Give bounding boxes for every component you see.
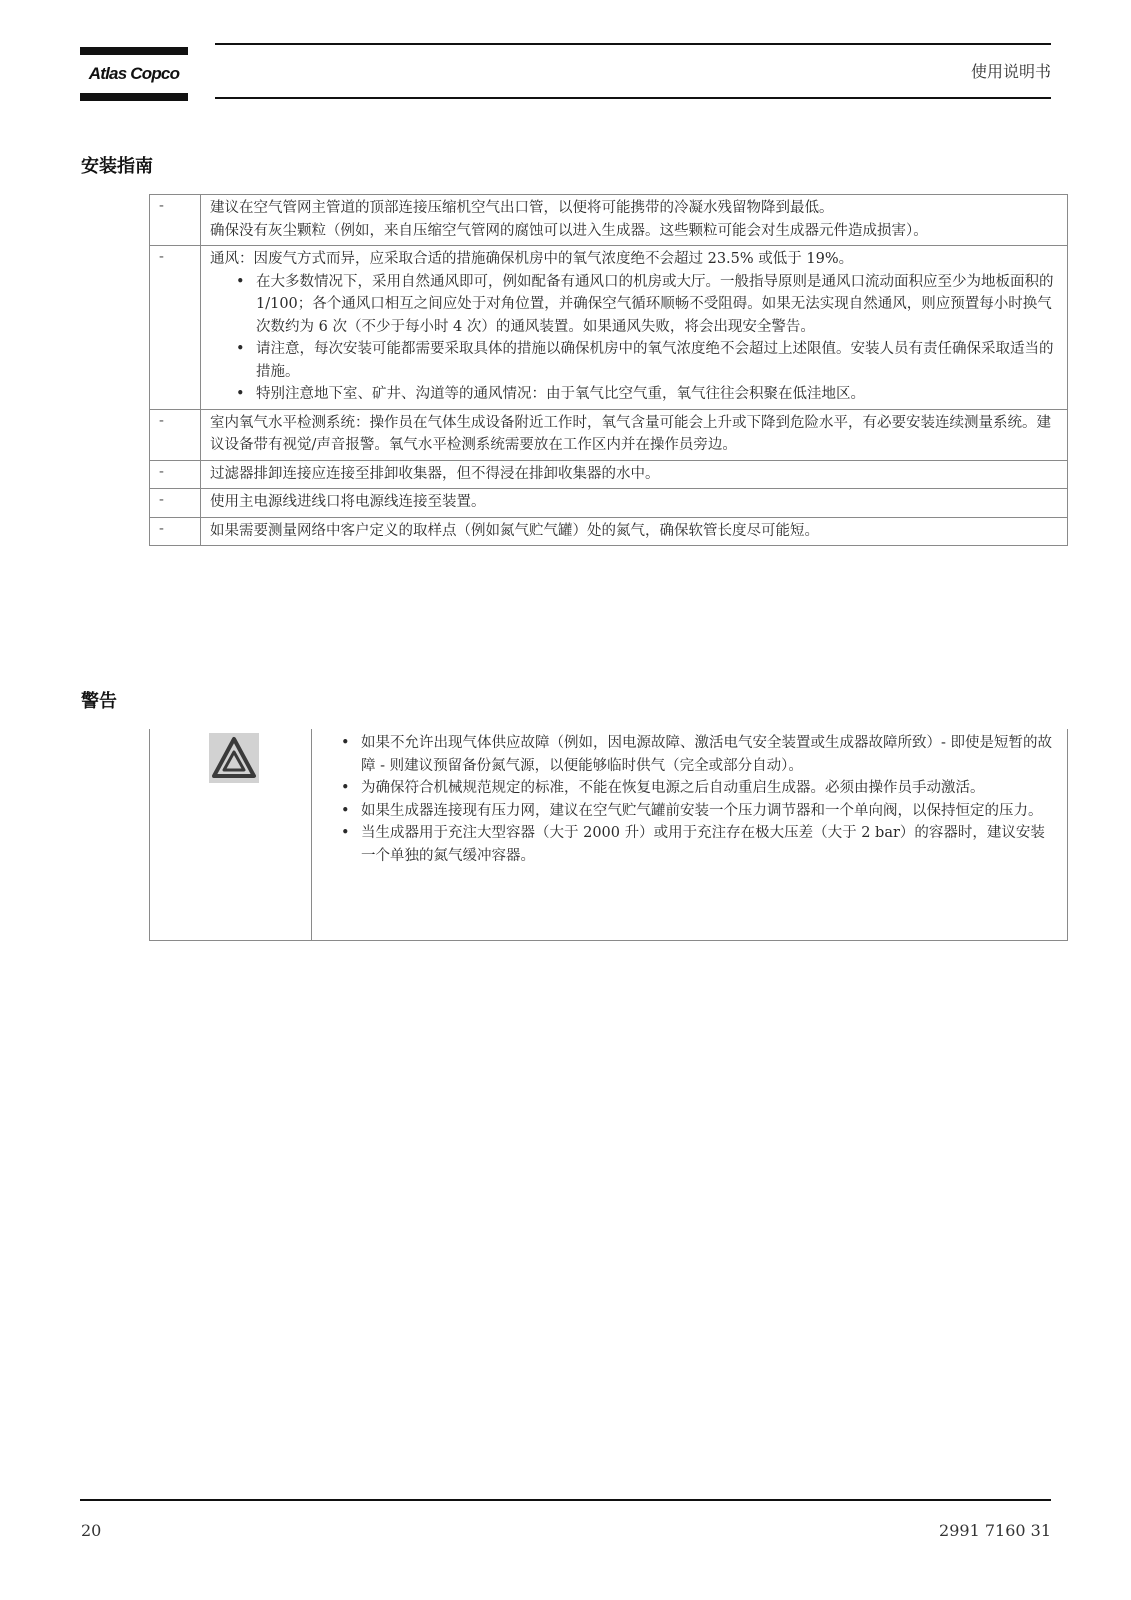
- install-row: [150, 460, 1068, 489]
- install-row: [150, 409, 1068, 460]
- bullet-icon: •: [341, 825, 350, 841]
- install-row: [150, 489, 1068, 518]
- document-number: 2991 7160 31: [939, 1521, 1051, 1540]
- list-item-text: 如果生成器连接现有压力网，建议在空气贮气罐前安装一个压力调节器和一个单向阀，以保持恒定的压力。: [361, 802, 1043, 819]
- warning-box: [149, 729, 1068, 941]
- row-text: 室内氧气水平检测系统：操作员在气体生成设备附近工作时，氧气含量可能会上升或下降到危险水平，有必要安装连续测量系统。建议设备带有视觉/声音报警。氧气水平检测系统需要放在工作区内并在操作员旁边。: [210, 414, 1051, 453]
- bullet-icon: •: [341, 802, 350, 819]
- list-item: [339, 732, 1057, 777]
- list-item: [210, 383, 1061, 406]
- list-item-text: 请注意，每次安装可能都需要采取具体的措施以确保机房中的氧气浓度绝不会超过上述限值。安装人员有责任确保采取适当的措施。: [256, 341, 1054, 380]
- header-rule-top: [215, 43, 1051, 45]
- logo-bar-top: [80, 47, 188, 55]
- bullet-icon: •: [341, 780, 350, 796]
- warning-triangle-icon: [209, 733, 259, 783]
- row-dash: -: [150, 195, 201, 246]
- row-dash: -: [150, 246, 201, 410]
- footer-rule: [80, 1499, 1051, 1501]
- bullet-icon: •: [236, 386, 245, 402]
- list-item-text: 如果不允许出现气体供应故障（例如，因电源故障、激活电气安全装置或生成器故障所致）- 即使是短暂的故障 - 则建议预留备份氮气源，以便能够临时供气（完全或部分自动）。: [361, 735, 1053, 774]
- install-row: [150, 195, 1068, 246]
- warning-bullet-list: [339, 732, 1057, 867]
- row-text: 通风：因废气方式而异，应采取合适的措施确保机房中的氧气浓度绝不会超过 23.5% 或低于 19%。: [210, 251, 854, 267]
- row-body: [201, 246, 1068, 410]
- list-item: [339, 800, 1057, 823]
- bullet-icon: •: [236, 273, 245, 290]
- row-body: [201, 460, 1068, 489]
- logo-wordmark: Atlas Copco: [88, 64, 180, 83]
- row-body: [201, 489, 1068, 518]
- warning-text: [339, 732, 1057, 867]
- bullet-icon: •: [236, 341, 245, 357]
- list-item: [339, 777, 1057, 800]
- row-text: 如果需要测量网络中客户定义的取样点（例如氮气贮气罐）处的氮气，确保软管长度尽可能短。: [210, 522, 819, 539]
- install-row: [150, 246, 1068, 410]
- warning-section-title: 警告: [81, 691, 117, 712]
- list-item-text: 当生成器用于充注大型容器（大于 2000 升）或用于充注存在极大压差（大于 2 bar）的容器时，建议安装一个单独的氮气缓冲容器。: [361, 825, 1045, 864]
- bullet-icon: •: [341, 735, 350, 751]
- document-title: 使用说明书: [970, 62, 1051, 81]
- ventilation-bullet-list: [210, 271, 1061, 406]
- list-item-text: 为确保符合机械规范规定的标准，不能在恢复电源之后自动重启生成器。必须由操作员手动激活。: [361, 780, 985, 796]
- install-section-title: 安装指南: [81, 156, 153, 177]
- row-body: [201, 195, 1068, 246]
- row-text: 使用主电源线进线口将电源线连接至装置。: [210, 494, 486, 510]
- row-body: [201, 409, 1068, 460]
- row-dash: -: [150, 409, 201, 460]
- row-dash: -: [150, 489, 201, 518]
- row-text: 过滤器排卸连接应连接至排卸收集器，但不得浸在排卸收集器的水中。: [210, 465, 660, 482]
- list-item: [210, 338, 1061, 383]
- atlas-copco-logo: [80, 47, 188, 101]
- install-row: [150, 517, 1068, 546]
- row-dash: -: [150, 517, 201, 546]
- header-rule-bottom: [215, 97, 1051, 99]
- warning-column-divider: [311, 729, 312, 940]
- row-text: 确保没有灰尘颗粒（例如，来自压缩空气管网的腐蚀可以进入生成器。这些颗粒可能会对生成器元件造成损害）。: [210, 222, 928, 239]
- install-table: [149, 194, 1068, 546]
- row-body: [201, 517, 1068, 546]
- list-item: [210, 271, 1061, 339]
- warning-triangle-svg: [209, 733, 259, 783]
- row-dash: -: [150, 460, 201, 489]
- row-text: 建议在空气管网主管道的顶部连接压缩机空气出口管，以便将可能携带的冷凝水残留物降到最低。: [210, 200, 834, 216]
- list-item-text: 特别注意地下室、矿井、沟道等的通风情况：由于氧气比空气重，氧气往往会积聚在低洼地区。: [256, 386, 865, 402]
- logo-bar-bottom: [80, 93, 188, 101]
- list-item: [339, 822, 1057, 867]
- list-item-text: 在大多数情况下，采用自然通风即可，例如配备有通风口的机房或大厅。一般指导原则是通风口流动面积应至少为地板面积的 1/100；各个通风口相互之间应处于对角位置，并确保空气循环顺畅不受阻碍。如果无法实现自然通风，则应预置每小时换气次数约为 6 次（不少于每小时 4 次）的通风装置。如果通风失败，将会出现安全警告。: [256, 273, 1054, 335]
- page-number: 20: [81, 1521, 102, 1540]
